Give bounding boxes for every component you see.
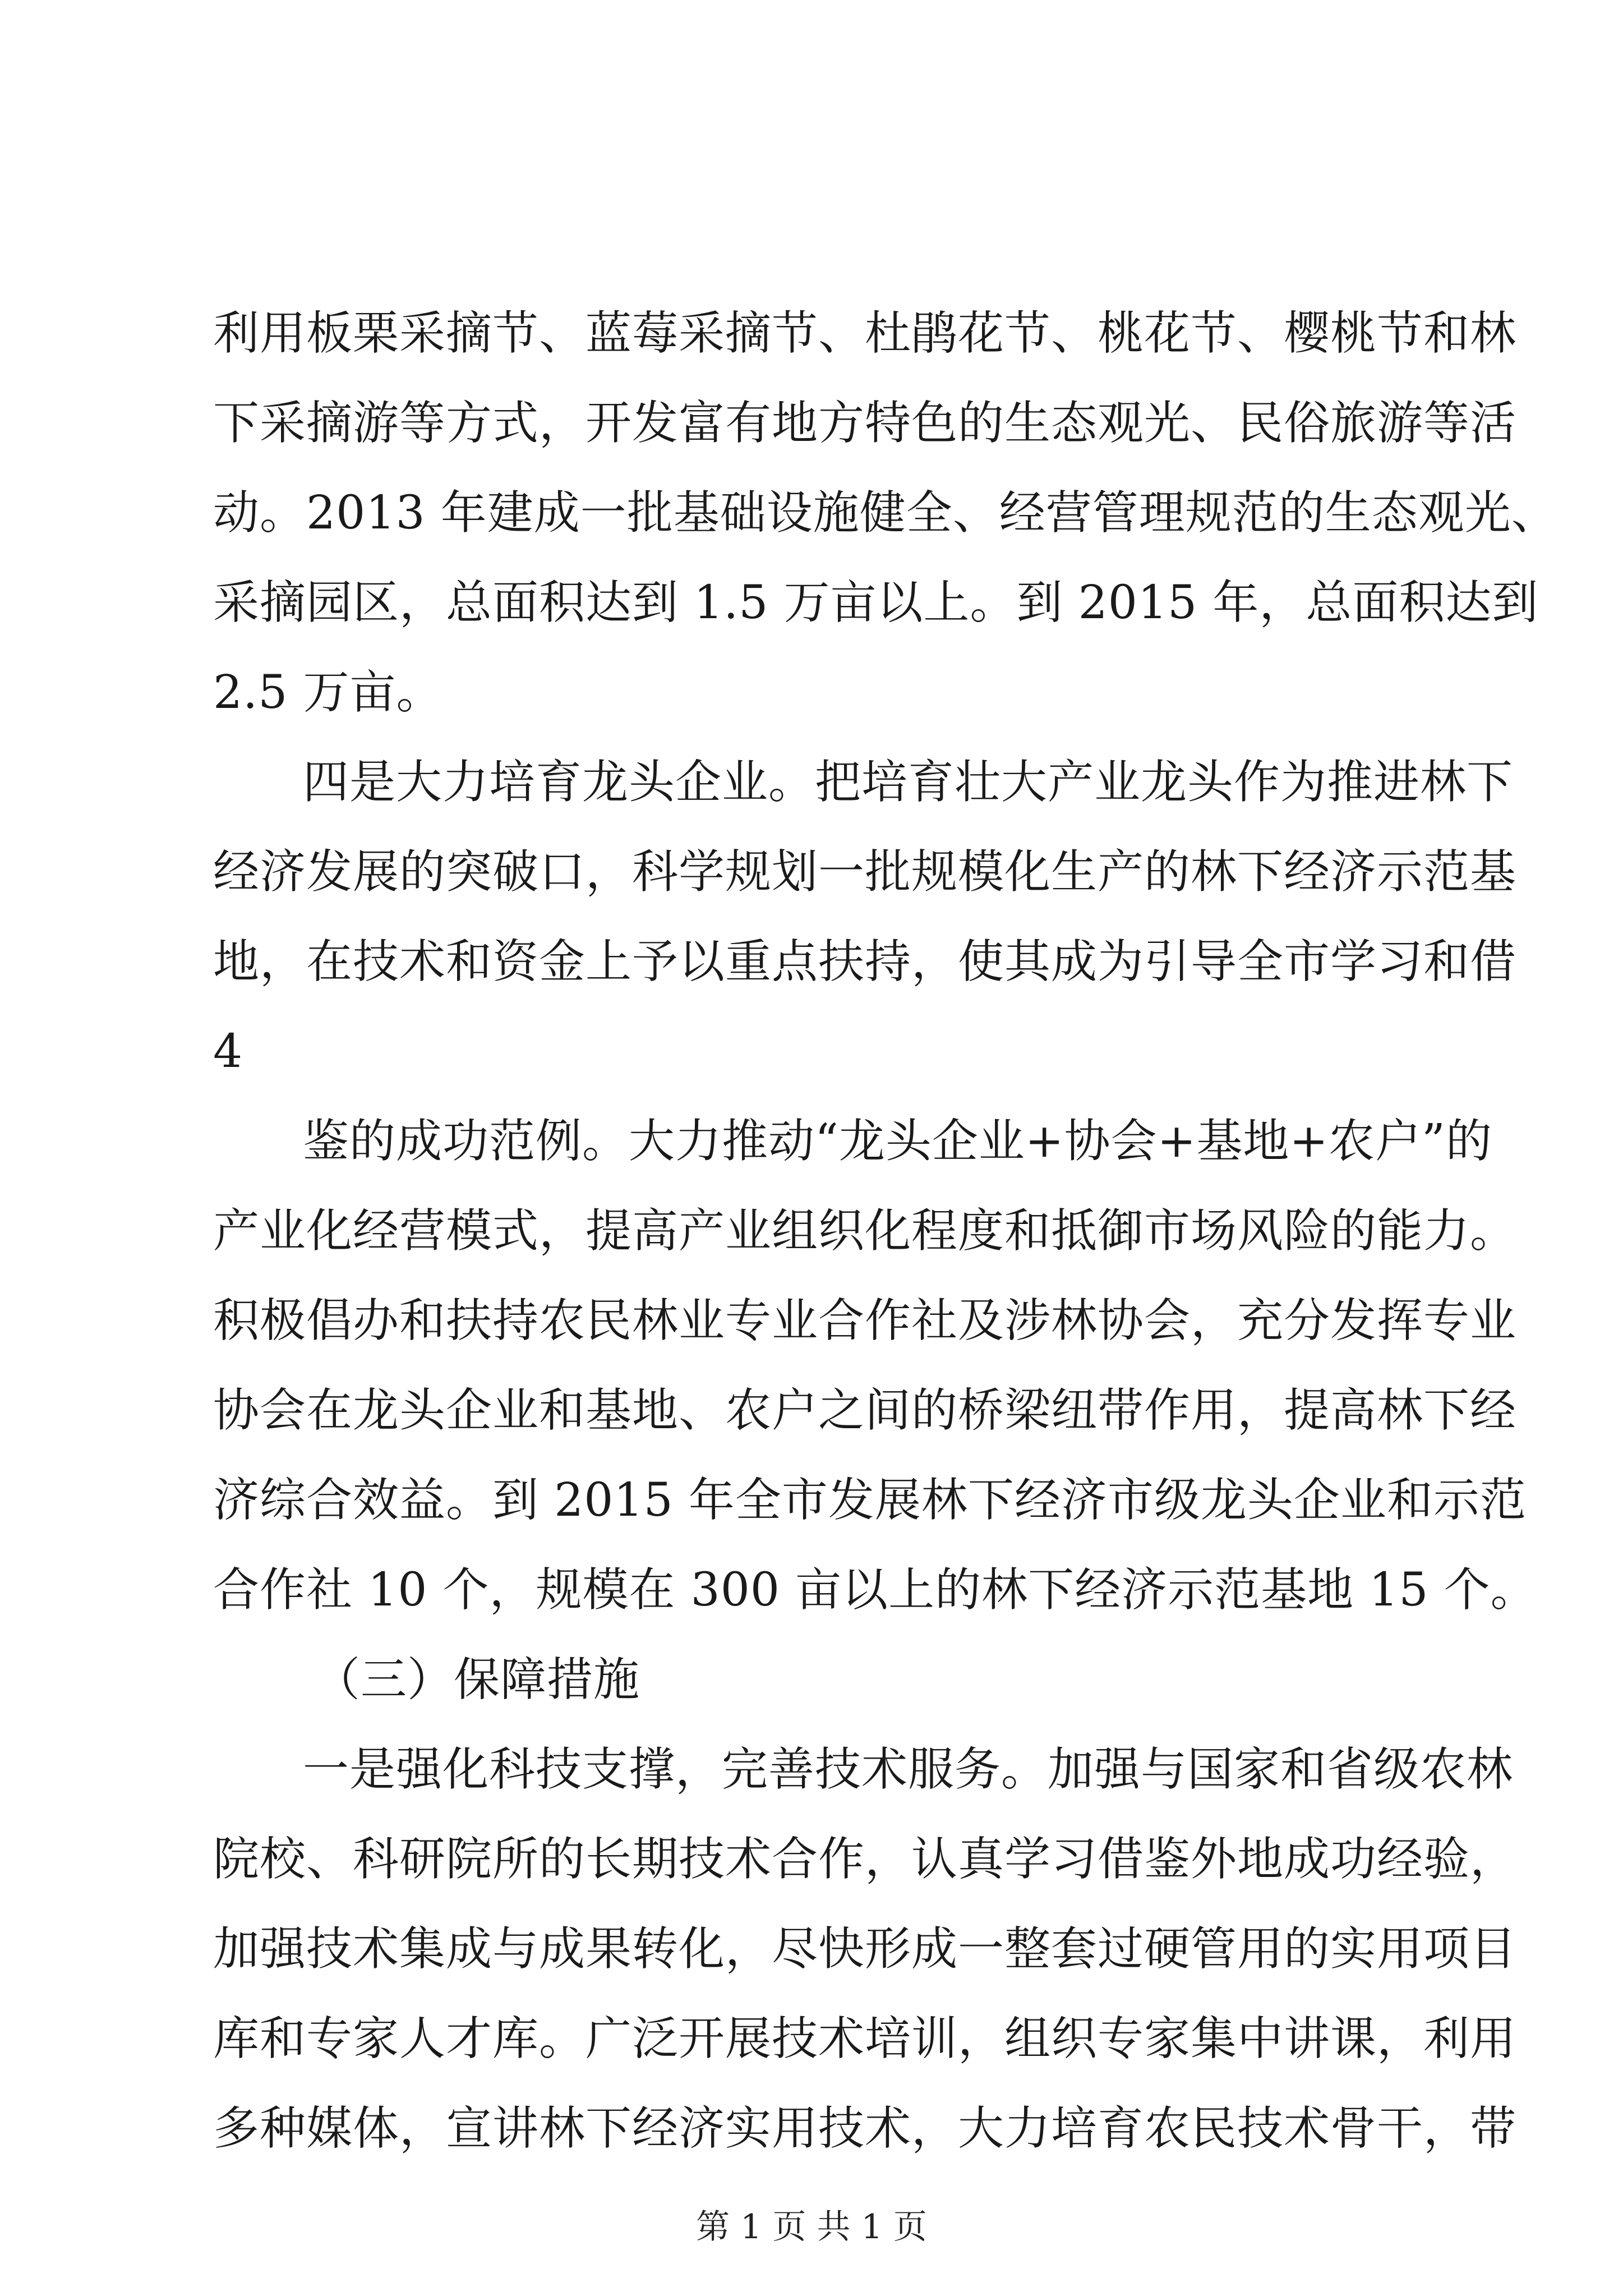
body-text-line: 2.5 万亩。 [213,666,443,719]
body-text-line: 地，在技术和资金上予以重点扶持，使其成为引导全市学习和借 [213,935,1517,988]
inline-page-number: 4 [213,1025,243,1078]
body-text-line: 加强技术集成与成果转化，尽快形成一整套过硬管用的实用项目 [213,1922,1517,1976]
body-text-line: 经济发展的突破口，科学规划一批规模化生产的林下经济示范基 [213,845,1517,899]
body-text-line: 采摘园区，总面积达到 1.5 万亩以上。到 2015 年，总面积达到 [213,576,1539,629]
body-text-line: 下采摘游等方式，开发富有地方特色的生态观光、民俗旅游等活 [213,397,1517,450]
paragraph-first-line: 四是大力培育龙头企业。把培育壮大产业龙头作为推进林下 [303,756,1514,809]
body-text-line: 院校、科研院所的长期技术合作，认真学习借鉴外地成功经验， [213,1833,1517,1886]
page-footer: 第 1 页 共 1 页 [696,2207,927,2247]
body-text-line: 合作社 10 个，规模在 300 亩以上的林下经济示范基地 15 个。 [213,1563,1537,1617]
body-text-line: 动。2013 年建成一批基础设施健全、经营管理规范的生态观光、 [213,486,1558,540]
body-text-line: 产业化经营模式，提高产业组织化程度和抵御市场风险的能力。 [213,1204,1517,1258]
body-text-line: 鉴的成功范例。大力推动“龙头企业+协会+基地+农户”的 [303,1115,1492,1168]
section-heading: （三）保障措施 [314,1653,640,1706]
body-text-line: 协会在龙头企业和基地、农户之间的桥梁纽带作用，提高林下经 [213,1384,1517,1437]
body-text-line: 库和专家人才库。广泛开展技术培训，组织专家集中讲课，利用 [213,2012,1517,2065]
body-text-line: 济综合效益。到 2015 年全市发展林下经济市级龙头企业和示范 [213,1474,1527,1527]
body-text-line: 多种媒体，宣讲林下经济实用技术，大力培育农民技术骨干，带 [213,2102,1517,2155]
body-text-line: 积极倡办和扶持农民林业专业合作社及涉林协会，充分发挥专业 [213,1294,1517,1347]
body-text-line: 利用板栗采摘节、蓝莓采摘节、杜鹃花节、桃花节、樱桃节和林 [213,307,1517,360]
paragraph-first-line: 一是强化科技支撑，完善技术服务。加强与国家和省级农林 [303,1743,1514,1796]
